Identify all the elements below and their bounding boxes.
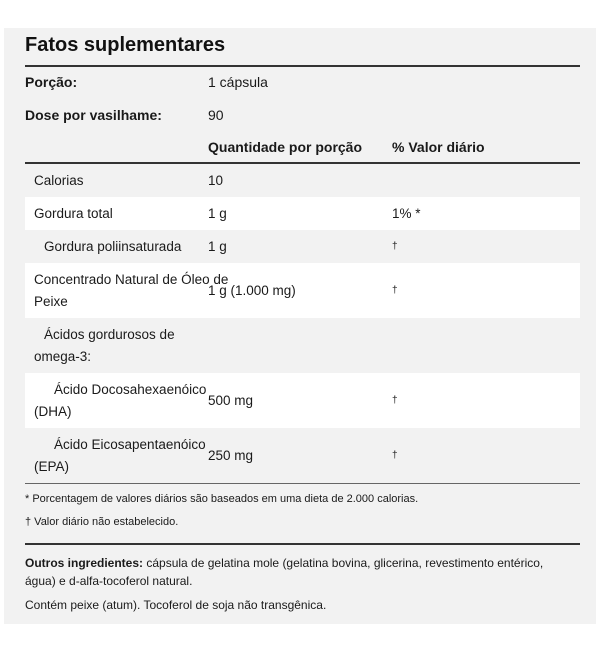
nutrient-daily-value: † xyxy=(392,241,398,252)
other-ingredients-text: cápsula de gelatina mole (gelatina bovina, glicerina, revestimento entérico, água) e d-alfa-tocoferol natural. xyxy=(25,556,544,588)
nutrient-amount: 1 g (1.000 mg) xyxy=(208,283,296,298)
nutrient-name-cont: Peixe xyxy=(34,294,68,309)
nutrient-daily-value: † xyxy=(392,450,398,461)
table-row xyxy=(25,164,580,197)
nutrient-name-cont: (EPA) xyxy=(34,459,70,474)
table-bottom-divider xyxy=(25,483,580,484)
nutrient-name: Ácidos gordurosos de xyxy=(44,327,175,342)
table-row xyxy=(25,263,580,318)
nutrient-amount: 250 mg xyxy=(208,448,254,463)
nutrient-name: Ácido Eicosapentaenóico xyxy=(54,437,206,452)
nutrient-name-cont: (DHA) xyxy=(34,404,72,419)
nutrient-amount: 500 mg xyxy=(208,393,254,408)
table-row xyxy=(25,373,580,428)
amount-per-serving-header: Quantidade por porção xyxy=(208,139,363,155)
daily-value-header: % Valor diário xyxy=(392,139,485,155)
nutrient-name: Ácido Docosahexaenóico xyxy=(54,382,207,397)
nutrient-name-cont: omega-3: xyxy=(34,349,92,364)
nutrient-name: Gordura total xyxy=(34,206,113,221)
footnote-dagger: † Valor diário não estabelecido. xyxy=(25,516,179,528)
ingredients-divider xyxy=(25,543,580,545)
nutrient-name: Calorias xyxy=(34,173,84,188)
nutrient-name: Gordura poliinsaturada xyxy=(44,239,182,254)
nutrient-daily-value: 1% * xyxy=(392,206,421,221)
servings-per-container-label: Dose por vasilhame: xyxy=(25,107,162,123)
servings-per-container-value: 90 xyxy=(208,107,224,123)
supplement-facts-panel xyxy=(4,28,596,624)
nutrient-daily-value: † xyxy=(392,285,398,296)
allergen-statement: Contém peixe (atum). Tocoferol de soja não transgênica. xyxy=(25,598,327,612)
nutrient-amount: 1 g xyxy=(208,239,227,254)
serving-size-label: Porção: xyxy=(25,74,78,90)
serving-size-value: 1 cápsula xyxy=(208,74,268,90)
table-row xyxy=(25,230,580,263)
other-ingredients-label: Outros ingredientes: xyxy=(25,556,144,570)
table-row xyxy=(25,197,580,230)
footnote-percent: * Porcentagem de valores diários são baseados em uma dieta de 2.000 calorias. xyxy=(25,493,419,505)
nutrient-amount: 10 xyxy=(208,173,224,188)
nutrient-name: Concentrado Natural de Óleo de xyxy=(34,272,229,287)
table-row xyxy=(25,428,580,483)
title-divider xyxy=(25,65,580,67)
nutrient-amount: 1 g xyxy=(208,206,227,221)
other-ingredients xyxy=(25,554,565,590)
nutrient-daily-value: † xyxy=(392,395,398,406)
panel-title: Fatos suplementares xyxy=(25,34,226,56)
table-row xyxy=(25,318,580,373)
